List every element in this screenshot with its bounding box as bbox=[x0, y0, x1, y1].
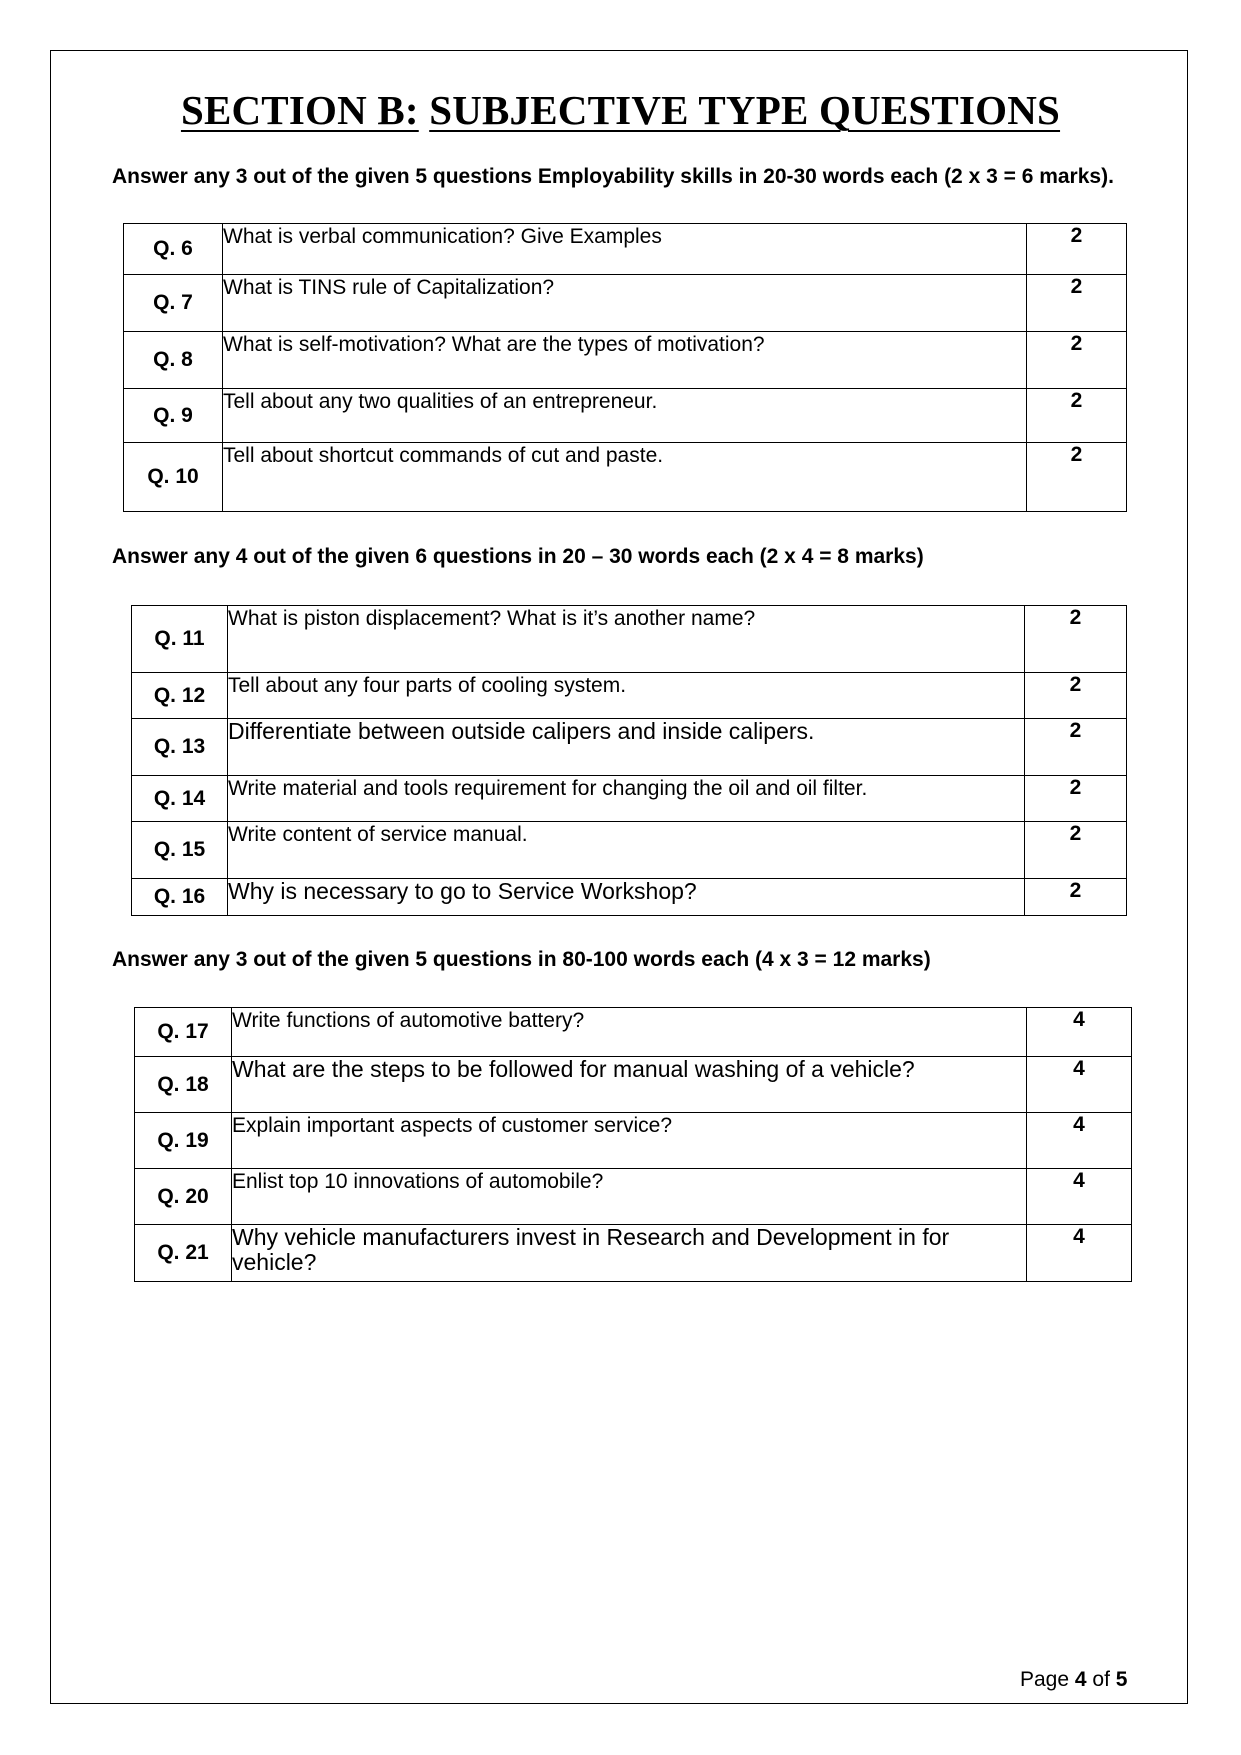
question-number: Q. 18 bbox=[135, 1057, 232, 1113]
table-row bbox=[132, 776, 1127, 822]
question-text: Tell about any two qualities of an entrepreneur. bbox=[223, 389, 1027, 443]
question-text: Write functions of automotive battery? bbox=[232, 1008, 1027, 1057]
instruction-group-3: Answer any 3 out of the given 5 questions in 80-100 words each (4 x 3 = 12 marks) bbox=[112, 948, 931, 971]
question-marks: 2 bbox=[1027, 224, 1127, 275]
question-number: Q. 19 bbox=[135, 1113, 232, 1169]
question-text: Differentiate between outside calipers and inside calipers. bbox=[228, 719, 1025, 776]
question-table-3 bbox=[134, 1007, 1132, 1282]
table-row bbox=[135, 1225, 1132, 1282]
question-number: Q. 14 bbox=[132, 776, 228, 822]
question-text: What are the steps to be followed for manual washing of a vehicle? bbox=[232, 1057, 1027, 1113]
page-footer bbox=[1020, 1668, 1127, 1692]
table-row bbox=[124, 275, 1127, 332]
question-text: What is piston displacement? What is it’s another name? bbox=[228, 606, 1025, 673]
question-table-2 bbox=[131, 605, 1127, 916]
table-row bbox=[124, 224, 1127, 275]
question-marks: 2 bbox=[1025, 776, 1127, 822]
question-marks: 4 bbox=[1027, 1113, 1132, 1169]
question-text: Tell about shortcut commands of cut and paste. bbox=[223, 443, 1027, 512]
question-text: Why is necessary to go to Service Workshop? bbox=[228, 879, 1025, 916]
question-number: Q. 13 bbox=[132, 719, 228, 776]
page-number: 4 bbox=[1074, 1668, 1087, 1691]
page-title bbox=[0, 86, 1241, 134]
total-pages: 5 bbox=[1115, 1668, 1128, 1691]
question-number: Q. 16 bbox=[132, 879, 228, 916]
question-marks: 2 bbox=[1025, 822, 1127, 879]
question-text: Why vehicle manufacturers invest in Research and Development in for vehicle? bbox=[232, 1225, 1027, 1282]
question-marks: 4 bbox=[1027, 1008, 1132, 1057]
table-row bbox=[135, 1113, 1132, 1169]
question-number: Q. 11 bbox=[132, 606, 228, 673]
question-text: Write content of service manual. bbox=[228, 822, 1025, 879]
question-number: Q. 9 bbox=[124, 389, 223, 443]
question-number: Q. 12 bbox=[132, 673, 228, 719]
question-text: What is verbal communication? Give Examples bbox=[223, 224, 1027, 275]
question-text: Explain important aspects of customer service? bbox=[232, 1113, 1027, 1169]
of-label: of bbox=[1092, 1668, 1110, 1691]
question-text: What is TINS rule of Capitalization? bbox=[223, 275, 1027, 332]
question-number: Q. 15 bbox=[132, 822, 228, 879]
table-row bbox=[135, 1169, 1132, 1225]
question-text: Enlist top 10 innovations of automobile? bbox=[232, 1169, 1027, 1225]
table-row bbox=[124, 332, 1127, 389]
question-number: Q. 17 bbox=[135, 1008, 232, 1057]
question-marks: 2 bbox=[1025, 879, 1127, 916]
table-row bbox=[132, 879, 1127, 916]
table-row bbox=[132, 822, 1127, 879]
question-marks: 2 bbox=[1025, 673, 1127, 719]
table-row bbox=[132, 606, 1127, 673]
question-text: Write material and tools requirement for changing the oil and oil filter. bbox=[228, 776, 1025, 822]
question-marks: 4 bbox=[1027, 1225, 1132, 1282]
question-number: Q. 21 bbox=[135, 1225, 232, 1282]
question-number: Q. 10 bbox=[124, 443, 223, 512]
question-marks: 2 bbox=[1025, 719, 1127, 776]
question-marks: 4 bbox=[1027, 1169, 1132, 1225]
table-row bbox=[124, 443, 1127, 512]
table-row bbox=[135, 1008, 1132, 1057]
question-text: Tell about any four parts of cooling system. bbox=[228, 673, 1025, 719]
question-table-1 bbox=[123, 223, 1127, 512]
page-label: Page bbox=[1020, 1668, 1070, 1691]
question-number: Q. 6 bbox=[124, 224, 223, 275]
question-number: Q. 8 bbox=[124, 332, 223, 389]
question-number: Q. 20 bbox=[135, 1169, 232, 1225]
question-marks: 2 bbox=[1027, 443, 1127, 512]
section-title-part1: SECTION B: bbox=[180, 87, 419, 133]
instruction-group-2: Answer any 4 out of the given 6 questions in 20 – 30 words each (2 x 4 = 8 marks) bbox=[112, 545, 924, 568]
table-row bbox=[132, 673, 1127, 719]
question-marks: 2 bbox=[1027, 389, 1127, 443]
question-text: What is self-motivation? What are the types of motivation? bbox=[223, 332, 1027, 389]
question-marks: 2 bbox=[1025, 606, 1127, 673]
table-row bbox=[124, 389, 1127, 443]
question-number: Q. 7 bbox=[124, 275, 223, 332]
question-marks: 4 bbox=[1027, 1057, 1132, 1113]
question-marks: 2 bbox=[1027, 275, 1127, 332]
section-title-part2: SUBJECTIVE TYPE QUESTIONS bbox=[429, 87, 1061, 133]
table-row bbox=[132, 719, 1127, 776]
table-row bbox=[135, 1057, 1132, 1113]
instruction-group-1: Answer any 3 out of the given 5 questions Employability skills in 20-30 words each (2 x 3 = 6 marks). bbox=[112, 165, 1114, 188]
question-marks: 2 bbox=[1027, 332, 1127, 389]
